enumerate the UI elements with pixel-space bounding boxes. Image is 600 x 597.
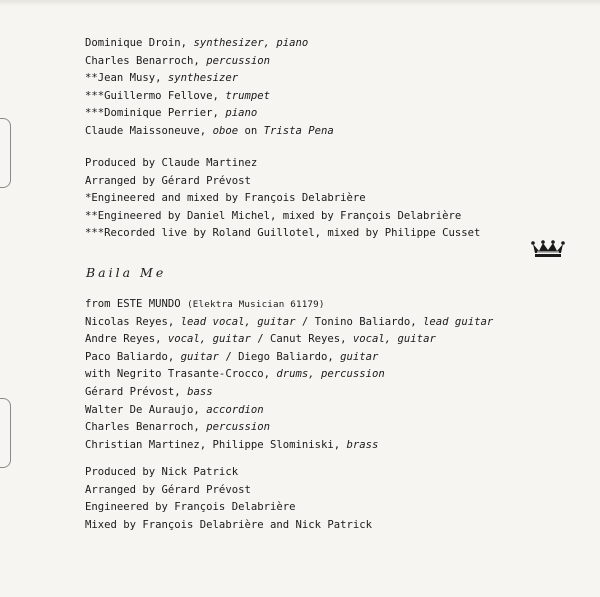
credit-line: Produced by Claude Martinez xyxy=(85,157,258,169)
page-top-edge xyxy=(0,0,600,6)
credit-line: ***Recorded live by Roland Guillotel, mixed by Philippe Cusset xyxy=(85,227,481,240)
credit-line: Mixed by François Delabrière and Nick Patrick xyxy=(85,518,373,531)
credit-line: Arranged by Gérard Prévost xyxy=(85,483,251,496)
credit-line: Andre Reyes, vocal, guitar / Canut Reyes, vocal, guitar xyxy=(85,333,436,346)
credit-line: Charles Benarroch, percussion xyxy=(85,54,270,67)
credit-line: **Jean Musy, synthesizer xyxy=(85,72,239,85)
staple-bottom xyxy=(0,398,11,468)
credit-line: with Negrito Trasante-Crocco, drums, percussion xyxy=(85,368,385,381)
credit-line: Produced by Nick Patrick xyxy=(85,466,239,478)
staple-top xyxy=(0,118,11,188)
credit-line: Nicolas Reyes, lead vocal, guitar / Tonino Baliardo, lead guitar xyxy=(85,315,494,328)
credit-line: Engineered by François Delabrière xyxy=(85,501,296,514)
production-credits-1 xyxy=(85,155,480,243)
personnel-list-2 xyxy=(85,296,493,454)
source-line: from ESTE MUNDO (Elektra Musician 61179) xyxy=(85,298,325,310)
credit-line: ***Dominique Perrier, piano xyxy=(85,107,258,120)
credit-line: Charles Benarroch, percussion xyxy=(85,421,270,434)
production-credits-2 xyxy=(85,464,372,534)
credit-line: Arranged by Gérard Prévost xyxy=(85,174,251,187)
credit-line: Dominique Droin, synthesizer, piano xyxy=(85,37,309,49)
credit-line: Gérard Prévost, bass xyxy=(85,385,213,398)
credit-line: Claude Maissoneuve, oboe on Trista Pena xyxy=(85,124,334,137)
credit-line: ***Guillermo Fellove, trumpet xyxy=(85,89,270,102)
crown-icon xyxy=(531,240,565,258)
personnel-list-1 xyxy=(85,35,334,141)
credit-line: *Engineered and mixed by François Delabrière xyxy=(85,192,366,205)
track-title: Baila Me xyxy=(86,265,167,280)
credit-line: **Engineered by Daniel Michel, mixed by François Delabrière xyxy=(85,209,462,222)
credit-line: Christian Martinez, Philippe Slominiski, brass xyxy=(85,438,379,451)
credit-line: Paco Baliardo, guitar / Diego Baliardo, guitar xyxy=(85,350,379,363)
credit-line: Walter De Auraujo, accordion xyxy=(85,403,264,416)
